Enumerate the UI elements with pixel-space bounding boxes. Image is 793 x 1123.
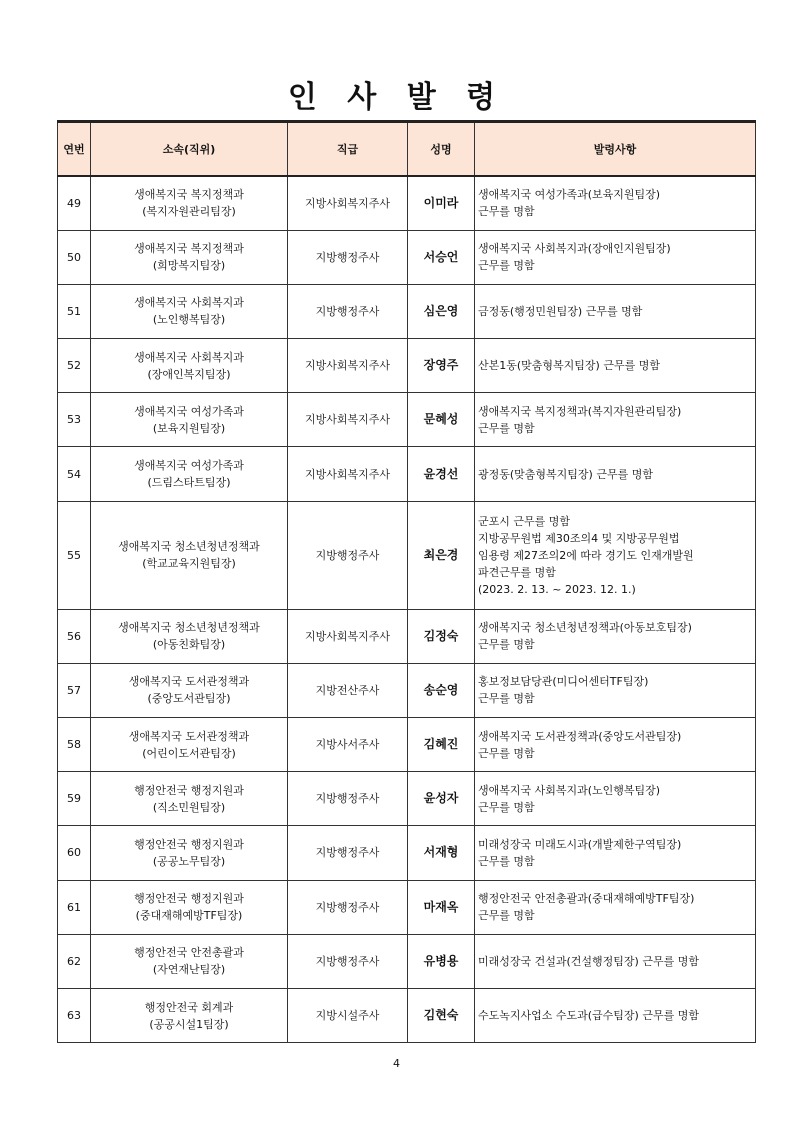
name-cell: 김정숙: [408, 609, 475, 663]
table-row: [58, 880, 756, 934]
grade-cell: 지방시설주사: [288, 988, 408, 1042]
dept-cell: [91, 339, 288, 393]
row-number: 55: [58, 501, 91, 609]
personnel-table: [57, 120, 756, 1043]
dept-line: (공공노무팀장): [152, 854, 226, 868]
dept-line: (희망복지팀장): [152, 259, 226, 273]
name-cell: 김혜진: [408, 718, 475, 772]
details-line: 파견근무를 명함: [478, 565, 556, 579]
dept-cell: [91, 393, 288, 447]
dept-line: (보육지원팀장): [152, 421, 226, 435]
dept-line: 생애복지국 청소년청년정책과: [118, 540, 260, 554]
table-row: [58, 176, 756, 230]
name-cell: 유병용: [408, 934, 475, 988]
table-row: [58, 339, 756, 393]
details-line: 수도녹지사업소 수도과(급수팀장) 근무를 명함: [478, 1009, 699, 1023]
row-number: 53: [58, 393, 91, 447]
details-line: 행정안전국 안전총괄과(중대재해예방TF팀장): [478, 892, 695, 906]
details-cell: [475, 609, 756, 663]
grade-cell: 지방사회복지주사: [288, 447, 408, 501]
table-row: [58, 609, 756, 663]
page-title: 인 사 발 령: [287, 80, 506, 115]
name-cell: 서승언: [408, 230, 475, 284]
dept-line: (직소민원팀장): [152, 800, 226, 814]
details-cell: [475, 772, 756, 826]
dept-cell: [91, 176, 288, 230]
dept-line: (노인행복팀장): [152, 313, 226, 327]
details-cell: [475, 934, 756, 988]
details-line: 홍보정보담당관(미디어센터TF팀장): [478, 675, 649, 689]
dept-line: 행정안전국 회계과: [144, 1000, 234, 1014]
dept-line: 생애복지국 여성가족과: [134, 404, 244, 418]
dept-line: (장애인복지팀장): [147, 367, 231, 381]
dept-line: 행정안전국 행정지원과: [134, 837, 244, 851]
dept-line: 행정안전국 안전총괄과: [134, 946, 244, 960]
grade-cell: 지방사회복지주사: [288, 393, 408, 447]
dept-line: 생애복지국 도서관정책과: [128, 729, 250, 743]
row-number: 59: [58, 772, 91, 826]
dept-cell: [91, 772, 288, 826]
dept-line: 생애복지국 여성가족과: [134, 459, 244, 473]
details-cell: [475, 718, 756, 772]
dept-line: (자연재난팀장): [152, 963, 226, 977]
header-dept: 소속(직위): [91, 122, 288, 177]
details-line: 근무를 명함: [478, 259, 535, 273]
grade-cell: 지방행정주사: [288, 230, 408, 284]
grade-cell: 지방행정주사: [288, 501, 408, 609]
table-row: [58, 284, 756, 338]
page-number: 4: [393, 1057, 400, 1070]
row-number: 62: [58, 934, 91, 988]
table-row: [58, 772, 756, 826]
details-line: 지방공무원법 제30조의4 및 지방공무원법: [478, 531, 680, 545]
table-row: [58, 934, 756, 988]
details-cell: [475, 284, 756, 338]
details-line: 생애복지국 여성가족과(보육지원팀장): [478, 188, 661, 202]
dept-cell: [91, 501, 288, 609]
row-number: 57: [58, 663, 91, 717]
row-number: 49: [58, 176, 91, 230]
dept-cell: [91, 718, 288, 772]
details-line: 근무를 명함: [478, 746, 535, 760]
dept-line: (아동친화팀장): [152, 638, 226, 652]
dept-cell: [91, 230, 288, 284]
details-cell: [475, 339, 756, 393]
name-cell: 서재형: [408, 826, 475, 880]
dept-line: (복지자원관리팀장): [142, 205, 236, 219]
grade-cell: 지방행정주사: [288, 284, 408, 338]
details-cell: [475, 230, 756, 284]
dept-cell: [91, 447, 288, 501]
dept-cell: [91, 988, 288, 1042]
details-line: 근무를 명함: [478, 638, 535, 652]
name-cell: 심은영: [408, 284, 475, 338]
details-line: 생애복지국 도서관정책과(중앙도서관팀장): [478, 729, 682, 743]
name-cell: 마재옥: [408, 880, 475, 934]
dept-cell: [91, 663, 288, 717]
details-line: 미래성장국 미래도시과(개발제한구역팀장): [478, 837, 682, 851]
details-cell: [475, 880, 756, 934]
name-cell: 이미라: [408, 176, 475, 230]
dept-line: (어린이도서관팀장): [142, 746, 236, 760]
grade-cell: 지방행정주사: [288, 934, 408, 988]
details-line: 금정동(행정민원팀장) 근무를 명함: [478, 304, 643, 318]
dept-line: 행정안전국 행정지원과: [134, 892, 244, 906]
name-cell: 최은경: [408, 501, 475, 609]
header-name: 성명: [408, 122, 475, 177]
details-line: 근무를 명함: [478, 692, 535, 706]
table-body: [58, 176, 756, 1043]
dept-line: 생애복지국 사회복지과: [134, 350, 244, 364]
row-number: 50: [58, 230, 91, 284]
dept-line: (드림스타트팀장): [147, 476, 231, 490]
row-number: 58: [58, 718, 91, 772]
grade-cell: 지방사회복지주사: [288, 176, 408, 230]
grade-cell: 지방행정주사: [288, 772, 408, 826]
details-line: 근무를 명함: [478, 205, 535, 219]
details-line: 근무를 명함: [478, 854, 535, 868]
grade-cell: 지방사서주사: [288, 718, 408, 772]
dept-cell: [91, 880, 288, 934]
details-cell: [475, 447, 756, 501]
row-number: 54: [58, 447, 91, 501]
dept-line: 생애복지국 도서관정책과: [128, 675, 250, 689]
table-header-row: [58, 122, 756, 177]
name-cell: 문혜성: [408, 393, 475, 447]
details-line: 광정동(맞춤형복지팀장) 근무를 명함: [478, 467, 653, 481]
table-row: [58, 230, 756, 284]
details-cell: [475, 501, 756, 609]
dept-line: 생애복지국 사회복지과: [134, 296, 244, 310]
details-line: 군포시 근무를 명함: [478, 514, 571, 528]
row-number: 56: [58, 609, 91, 663]
dept-line: (학교교육지원팀장): [142, 557, 236, 571]
dept-line: (중앙도서관팀장): [147, 692, 231, 706]
table-row: [58, 826, 756, 880]
details-line: 미래성장국 건설과(건설행정팀장) 근무를 명함: [478, 954, 699, 968]
row-number: 52: [58, 339, 91, 393]
dept-line: (공공시설1팀장): [149, 1017, 229, 1031]
row-number: 60: [58, 826, 91, 880]
details-line: 근무를 명함: [478, 909, 535, 923]
dept-cell: [91, 609, 288, 663]
grade-cell: 지방행정주사: [288, 880, 408, 934]
name-cell: 송순영: [408, 663, 475, 717]
details-line: 임용령 제27조의2에 따라 경기도 인재개발원: [478, 548, 694, 562]
details-cell: [475, 826, 756, 880]
dept-line: 생애복지국 복지정책과: [134, 242, 244, 256]
details-line: (2023. 2. 13. ~ 2023. 12. 1.): [478, 582, 636, 596]
name-cell: 장영주: [408, 339, 475, 393]
details-cell: [475, 176, 756, 230]
dept-line: (중대재해예방TF팀장): [135, 909, 243, 923]
header-details: 발령사항: [475, 122, 756, 177]
details-line: 근무를 명함: [478, 421, 535, 435]
row-number: 63: [58, 988, 91, 1042]
name-cell: 윤경선: [408, 447, 475, 501]
dept-line: 행정안전국 행정지원과: [134, 783, 244, 797]
grade-cell: 지방전산주사: [288, 663, 408, 717]
table-row: [58, 988, 756, 1042]
row-number: 51: [58, 284, 91, 338]
details-line: 산본1동(맞춤형복지팀장) 근무를 명함: [478, 359, 660, 373]
details-cell: [475, 988, 756, 1042]
dept-cell: [91, 284, 288, 338]
details-cell: [475, 663, 756, 717]
details-line: 생애복지국 사회복지과(장애인지원팀장): [478, 242, 671, 256]
dept-cell: [91, 934, 288, 988]
table-row: [58, 393, 756, 447]
table-row: [58, 447, 756, 501]
details-line: 생애복지국 청소년청년정책과(아동보호팀장): [478, 621, 692, 635]
details-line: 생애복지국 복지정책과(복지자원관리팀장): [478, 404, 682, 418]
grade-cell: 지방행정주사: [288, 826, 408, 880]
details-line: 생애복지국 사회복지과(노인행복팀장): [478, 783, 661, 797]
dept-line: 생애복지국 청소년청년정책과: [118, 621, 260, 635]
details-cell: [475, 393, 756, 447]
header-no: 연번: [58, 122, 91, 177]
header-grade: 직급: [288, 122, 408, 177]
grade-cell: 지방사회복지주사: [288, 339, 408, 393]
details-line: 근무를 명함: [478, 800, 535, 814]
name-cell: 김현숙: [408, 988, 475, 1042]
dept-cell: [91, 826, 288, 880]
table-row: [58, 501, 756, 609]
grade-cell: 지방사회복지주사: [288, 609, 408, 663]
dept-line: 생애복지국 복지정책과: [134, 188, 244, 202]
row-number: 61: [58, 880, 91, 934]
name-cell: 윤성자: [408, 772, 475, 826]
table-row: [58, 663, 756, 717]
table-row: [58, 718, 756, 772]
